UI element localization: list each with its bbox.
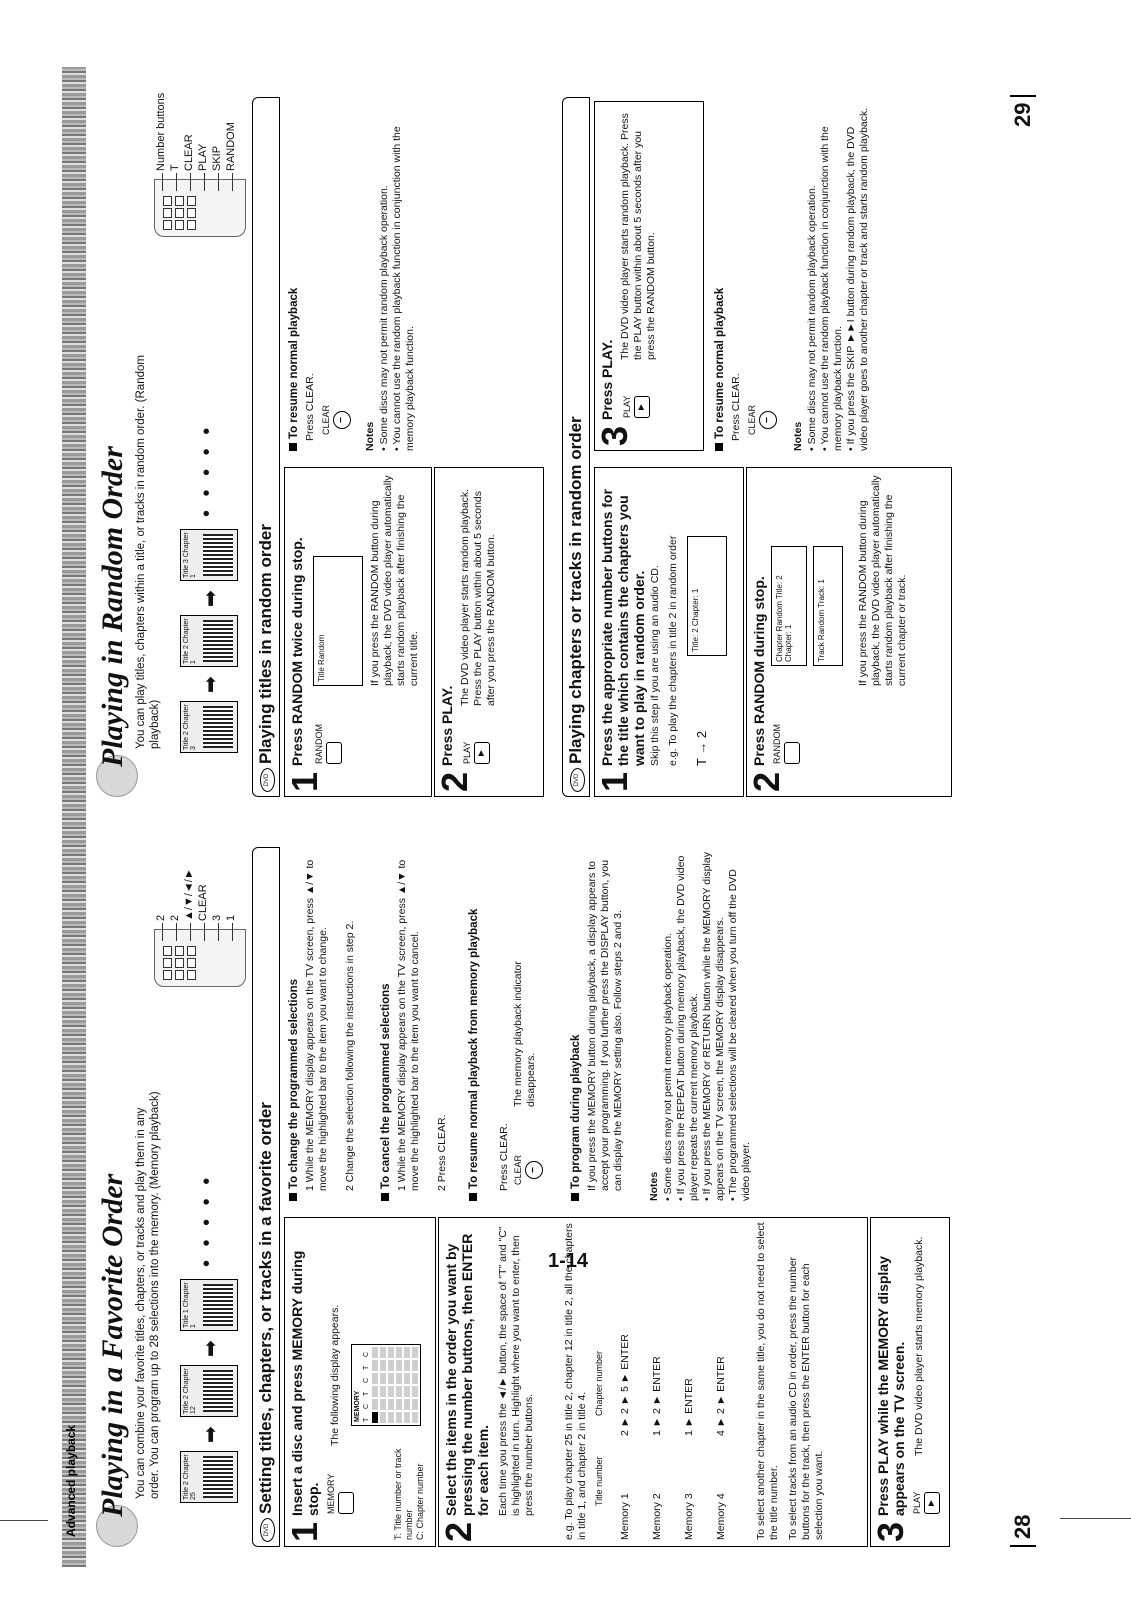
dvd-icon: DVD xyxy=(260,768,275,792)
arrow-icon: ➡ xyxy=(200,1340,222,1357)
remote-diagram: Number buttons T CLEAR PLAY SKIP RANDOM xyxy=(154,97,244,237)
thumbnail: Title 1 Chapter 1 xyxy=(180,1279,238,1331)
section-header xyxy=(252,847,280,1547)
tv-screen: Title Random xyxy=(313,556,363,686)
random-title-step-1: 1 Press RANDOM twice during stop. RANDOM Title Random If you press the RANDOM button during playback, the DVD video player automatically starts random playback after finishing the current title. xyxy=(284,467,432,797)
memory-3-sequence: 1 ► ENTER xyxy=(683,1378,695,1436)
page-label: 1-14 xyxy=(548,1250,589,1272)
arrow-icon: ➡ xyxy=(200,590,222,607)
change-heading: To change the programmed selections xyxy=(288,979,301,1201)
thumbnail: Title 2 Chapter 3 xyxy=(180,701,238,753)
page-number-left: 28 xyxy=(1010,1515,1036,1547)
random-button[interactable] xyxy=(784,742,800,764)
notes-list: • Some discs may not permit memory playback operation. • If you press the REPEAT button during memory playback, the DVD video player repeats the current memory playback. • If you press the MEMORY or RETURN button while the MEMORY display appears on the TV screen, the MEMORY display disappears. • The programmed selections will be cleared when you turn off the DVD video player. xyxy=(662,852,752,1201)
memory-button[interactable] xyxy=(338,1492,354,1514)
thumbnail: Title 3 Chapter 1 xyxy=(180,529,238,581)
step-1: 1 Insert a disc and press MEMORY during stop. MEMORY The following display appears. T: Title number or track number C: Chapter number MEMORY T C T C T C xyxy=(284,1217,436,1547)
remote-diagram: 2 2 ▲/▼/◄/► CLEAR 3 1 xyxy=(154,877,244,987)
section-title: Setting titles, chapters, or tracks in a favorite order xyxy=(256,1102,275,1514)
notes-heading: Notes xyxy=(364,421,376,451)
step-3: 3 Press PLAY while the MEMORY display appears on the TV screen. PLAY ► The DVD video player starts memory playback. xyxy=(870,1217,950,1547)
program-heading: To program during playback xyxy=(570,1035,583,1201)
tv-screen: Chapter Random Title: 2 Chapter: 1 xyxy=(771,546,807,666)
dvd-cd-icon: DVD xyxy=(260,1518,275,1542)
random-title-step-2: 2 Press PLAY. PLAY ► The DVD video player starts random playback. Press the PLAY button within about 5 seconds after you press the RANDOM button. xyxy=(434,467,544,797)
section-label: Advanced playback xyxy=(64,1424,78,1537)
resume-heading: To resume normal playback from memory playback xyxy=(468,861,481,1201)
random-chapter-step-1: 1 Press the appropriate number buttons for the title which contains the chapters you want to play in random order. Skip this step if you are using an audio CD. e.g. To play the chapters in title 2 in random order T → 2 Title: 2 Chapter: 1 xyxy=(594,467,744,797)
page-number-right: 29 xyxy=(1010,95,1036,127)
random-button[interactable] xyxy=(326,742,342,764)
dvd-cd-icon: DVD xyxy=(570,768,585,792)
play-button[interactable]: ► xyxy=(474,742,490,764)
clear-button[interactable]: − xyxy=(333,411,351,429)
intro-text: You can play titles, chapters within a title, or tracks in random order. (Random playback) xyxy=(135,355,161,749)
thumbnail: Title 2 Chapter 12 xyxy=(180,1365,238,1417)
header-band xyxy=(62,67,86,1567)
resume-heading: To resume normal playback xyxy=(288,288,301,451)
page-title: Playing in Random Order xyxy=(96,446,129,767)
memory-1-sequence: 2 ► 2 ► 5 ► ENTER xyxy=(619,1334,631,1436)
thumbnail-strip xyxy=(180,1083,238,1503)
edge-mark xyxy=(1060,1518,1131,1519)
memory-4-sequence: 4 ► 2 ► ENTER xyxy=(715,1356,727,1436)
clear-button[interactable]: − xyxy=(525,1161,543,1179)
memory-2-sequence: 1 ► 2 ► ENTER xyxy=(651,1356,663,1436)
thumbnail: Title 2 Chapter 1 xyxy=(180,615,238,667)
memory-table: MEMORY T C T C T C xyxy=(351,1344,421,1426)
clear-button[interactable]: − xyxy=(759,411,777,429)
ellipsis-icon: • • • • • xyxy=(196,1173,218,1267)
section-title: Playing chapters or tracks in random order xyxy=(566,416,585,764)
section-header xyxy=(562,97,590,797)
step-2: 2 Select the items in the order you want by pressing the number buttons, then ENTER for each item. Each time you press the ◄/► button, the space of "T" and "C" is highlighted in turn. Highlight where you want to enter, then press the number buttons. e.g. To play chapter 25 in title 2, chapter 12 in title 2, all the chapters in title 1, and chapter 2 in title 4. Title number Chapter number Memory 1 2 ► 2 ► 5 ► ENTER Memory 2 1 ► 2 ► ENTER Memory 3 1 ► ENTER Memory 4 4 ► 2 ► ENTER To select another chapter in the same title, you do not need to select the title number. To select tracks from an audio CD in order, press the number buttons for the track, then press the ENTER button for each selection you want. xyxy=(438,1217,868,1547)
play-button[interactable]: ► xyxy=(924,1492,940,1514)
notes-heading: Notes xyxy=(648,1171,660,1201)
arrow-icon: ➡ xyxy=(200,1426,222,1443)
random-chapter-step-3: 3 Press PLAY. PLAY ► The DVD video player starts random playback. Press the PLAY button within about 5 seconds after you press the RANDOM button. xyxy=(594,101,704,451)
cancel-heading: To cancel the programmed selections xyxy=(380,983,393,1201)
play-button[interactable]: ► xyxy=(634,396,650,418)
resume-heading: To resume normal playback xyxy=(714,288,727,451)
notes-heading: Notes xyxy=(792,421,804,451)
random-chapter-step-2: 2 Press RANDOM during stop. RANDOM Chapter Random Title: 2 Chapter: 1 Track Random Track: 1 If you press the RANDOM button during playback, the DVD video player automatically starts random playback after finishing the current chapter or track. xyxy=(746,467,952,797)
page-title: Playing in a Favorite Order xyxy=(96,1173,129,1517)
key-sequence: T → 2 xyxy=(694,730,709,766)
notes-list: • Some discs may not permit random playback operation. • You cannot use the random playback function in conjunction with the memory playback function. • If you press the SKIP ►►I button during random playback, the DVD video player goes to another chapter or track and starts random playback. xyxy=(806,107,870,451)
thumbnail-strip xyxy=(180,333,238,753)
section-header xyxy=(252,97,280,797)
edge-mark xyxy=(0,1520,48,1521)
intro-text: You can combine your favorite titles, chapters, or tracks and play them in any order. You can program up to 28 selections into the memory. (Memory playback) xyxy=(135,1091,161,1499)
tv-screen: Track Random Track: 1 xyxy=(813,546,843,666)
manual-spread xyxy=(62,67,1050,1567)
right-page: Playing in Random Order You can play titles, chapters within a title, or tracks in random order. (Random playback) Title 2 Chapter 3 ➡ Title 2 Chapter 1 ➡ Title 3 Chapter 1 • • • • • Number buttons T CLEAR PLAY SKIP RANDOM DVD Playing titles in random order 1 Press RANDOM twice during stop. RANDOM Title Random If you press the RANDOM button during playback, the DVD video player automatically starts random playback after finishing the current title. 2 Press PLAY. PLAY ► The DVD video player starts random playback. Press the PLAY button within about 5 seconds after you press the RANDOM button. To resume normal playback Press CLEAR. CLEAR − Notes • Some discs may not permit random playback operation. • You cannot use the random playback function in conjunction with the memory playback function. DVD Playing chapters or tracks in random order 1 Press the appropriate number buttons for the title which contains the chapters you want to play in random order. Skip this step if you are using an audio CD. e.g. To play the chapters in title 2 in random order T → 2 Title: 2 Chapter: 1 2 Press RANDOM during stop. RANDOM Chapter Random Title: 2 Chapter: 1 Track Random Track: 1 If you press the RANDOM button during playback, the DVD video player automatically starts random playback after finishing the current chapter or track. 3 Press PLAY. PLAY ► The DVD video player starts random playback. Press the PLAY button within about 5 seconds after you press the RANDOM button. To resume normal playback Press CLEAR. CLEAR − Notes • Some discs may not permit random playback operation. • You cannot use the random playback function in conjunction with the memory playback function. • If you press the SKIP ►►I button during random playback, the DVD video player goes to another chapter or track and starts random playback. xyxy=(92,87,992,797)
tv-screen: Title: 2 Chapter: 1 xyxy=(687,536,727,656)
left-page: Playing in a Favorite Order You can combine your favorite titles, chapters, or tracks and play them in any order. You can program up to 28 selections into the memory. (Memory playback) Title 2 Chapter 25 ➡ Title 2 Chapter 12 ➡ Title 1 Chapter 1 • • • • • 2 2 ▲/▼/◄/► CLEAR 3 1 DVD Setting titles, chapters, or tracks in a favorite order 1 Insert a disc and press MEMORY during stop. MEMORY The following display appears. T: Title number or track number C: Chapter number MEMORY T C T C T C 2 Select the items in the order you want by pressing the number buttons, then ENTER for each item. Each time you press the ◄/► button, the space of "T" and "C" is highlighted in turn. Highlight where you want to enter, then press the number buttons. e.g. To play chapter 25 in title 2, chapter 12 in title 2, all the chapters in title 1, and chapter 2 in title 4. Title number Chapter number Memory 1 2 ► 2 ► 5 ► ENTER Memory 2 1 ► 2 ► ENTER Memory 3 1 ► ENTER Memory 4 4 ► 2 ► ENTER To select another chapter in the same title, you do not need to select the title number. To select tracks from an audio CD in order, press the number buttons for the track, then press the ENTER button for each selection you want. 3 Press PLAY while the MEMORY display appears on the TV screen. PLAY ► The DVD video player starts memory playback. To change the programmed selections 1 While the MEMORY display appears on the TV screen, press ▲/▼ to move the highlighted bar to the item you want to change. 2 Change the selection following the instructions in step 2. To cancel the programmed selections 1 While the MEMORY display appears on the TV screen, press ▲/▼ to move the highlighted bar to the item you want to cancel. 2 Press CLEAR. To resume normal playback from memory playback Press CLEAR. CLEAR − The memory playback indicator disappears. To program during playback If you press the MEMORY button during playback, a display appears to accept your programming. If you further press the DISPLAY button, you can display the MEMORY setting also. Follow steps 2 and 3. Notes • Some discs may not permit memory playback operation. • If you press the REPEAT button during memory playback, the DVD video player repeats the current memory playback. • If you press the MEMORY or RETURN button while the MEMORY display appears on the TV screen, the MEMORY display disappears. • The programmed selections will be cleared when you turn off the DVD video player. xyxy=(92,837,992,1547)
thumbnail: Title 2 Chapter 25 xyxy=(180,1451,238,1503)
section-title: Playing titles in random order xyxy=(256,524,275,764)
ellipsis-icon: • • • • • xyxy=(196,423,218,517)
notes-list: • Some discs may not permit random playback operation. • You cannot use the random playback function in conjunction with the memory playback function. xyxy=(378,126,416,451)
arrow-icon: ➡ xyxy=(200,676,222,693)
